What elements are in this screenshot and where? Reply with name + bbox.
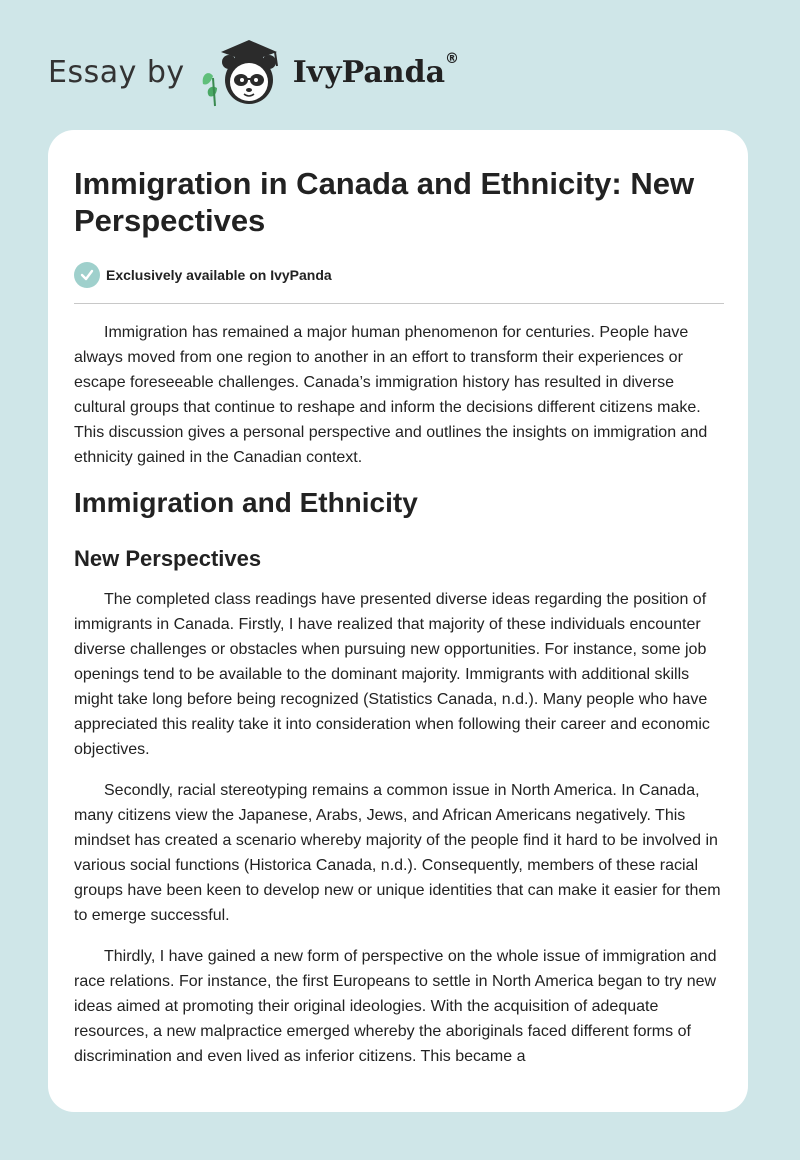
body-paragraph: Secondly, racial stereotyping remains a common issue in North America. In Canada, many citizens view the Japanese, Arabs, Jews, and African Americans negatively. This mindset has created a scenario whereby majority of the people find it hard to be involved in various social functions (Historica Canada, n.d.). Consequently, members of these racial groups have been keen to develop new or unique identities that can make it easier for them to emerge successful. (74, 782, 721, 924)
exclusive-badge (74, 262, 332, 288)
subsection-heading: New Perspectives (74, 546, 262, 571)
section-heading: Immigration and Ethnicity (74, 487, 418, 518)
brand-header (48, 34, 459, 110)
divider (74, 303, 724, 304)
brand-name (292, 50, 460, 90)
brand-prefix: Essay by (48, 54, 185, 90)
exclusive-label: Exclusively available on IvyPanda (106, 267, 332, 283)
body-paragraph: The completed class readings have presented diverse ideas regarding the position of immigrants in Canada. Firstly, I have realized that majority of these individuals encounter diverse challenges or obstacles when pursuing new opportunities. For instance, some job openings tend to be available to the dominant majority. Immigrants with additional skills might take long before being recognized (Statistics Canada, n.d.). Many people who have appreciated this reality take it into consideration when following their career and economic objectives. (74, 591, 710, 758)
body-paragraph: Thirdly, I have gained a new form of perspective on the whole issue of immigration and race relations. For instance, the first Europeans to settle in North America began to try new ideas aimed at promoting their original ideologies. With the acquisition of adequate resources, a new malpractice emerged whereby the aboriginals faced different forms of discrimination and even lived as inferior citizens. This became a (74, 948, 717, 1065)
essay-card (48, 130, 748, 1112)
check-circle-icon (74, 262, 100, 288)
essay-body (74, 320, 724, 1085)
intro-paragraph: Immigration has remained a major human phenomenon for centuries. People have always moved from one region to another in an effort to transform their experiences or escape foreseeable challenges. Canada’s immigration history has resulted in diverse cultural groups that continue to reshape and inform the decisions different citizens make. This discussion gives a personal perspective and outlines the insights on immigration and ethnicity gained in the Canadian context. (74, 324, 708, 466)
panda-logo-icon (199, 34, 291, 110)
brand-name-text: IvyPanda (292, 54, 446, 90)
registered-mark: ® (445, 50, 460, 67)
page-title: Immigration in Canada and Ethnicity: New Perspectives (74, 166, 695, 238)
